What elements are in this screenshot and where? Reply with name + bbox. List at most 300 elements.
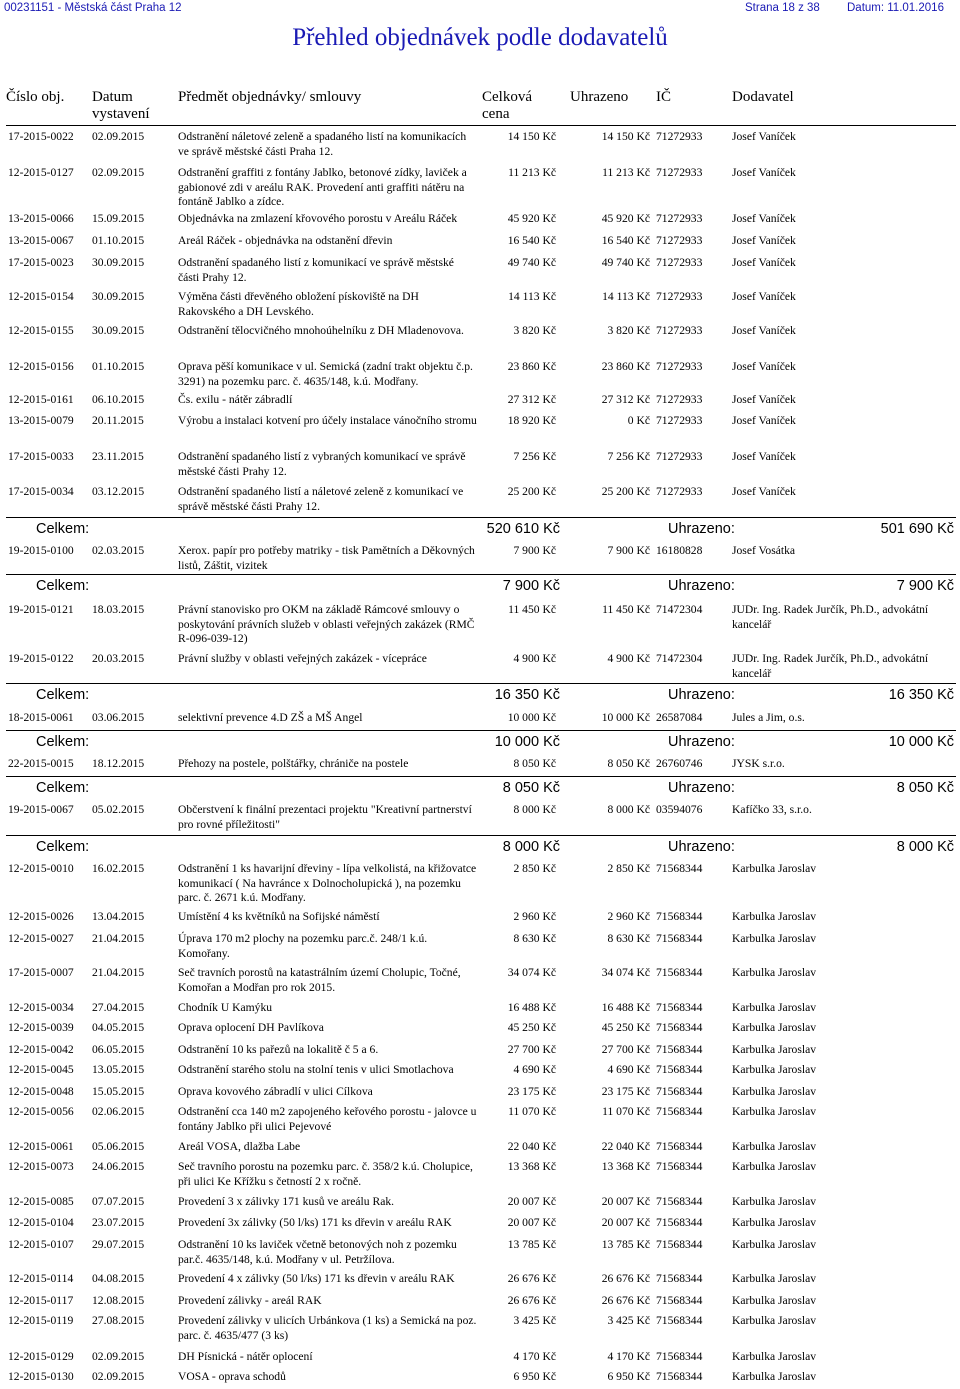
cell-num: 12-2015-0154 [8, 290, 74, 303]
cell-supplier: Karbulka Jaroslav [732, 1350, 817, 1363]
cell-subject: Odstranění spadaného listí a náletové zeleně z komunikací ve správě městské části Prahy 12. [178, 485, 464, 513]
cell-ico: 26587084 [656, 711, 703, 724]
summary-rule [6, 835, 956, 836]
cell-total: 11 450 Kč [508, 603, 556, 616]
cell-paid: 34 074 Kč [601, 966, 650, 979]
summary-total: 520 610 Kč [486, 521, 560, 537]
cell-supplier: Karbulka Jaroslav [732, 1001, 817, 1014]
summary-label: Celkem: [36, 780, 90, 796]
summary-paid-label: Uhrazeno: [668, 578, 735, 594]
cell-ico: 03594076 [656, 803, 703, 816]
cell-total: 18 920 Kč [507, 414, 556, 427]
cell-paid: 25 200 Kč [601, 485, 650, 498]
summary-rule [6, 683, 956, 684]
cell-total: 14 150 Kč [507, 130, 556, 143]
cell-date: 02.09.2015 [92, 130, 145, 143]
cell-subject: Xerox. papír pro potřeby matriky - tisk Pamětních a Děkovných listů, Záštit, vizitek [178, 544, 475, 572]
cell-total: 6 950 Kč [513, 1370, 556, 1383]
cell-paid: 7 900 Kč [607, 544, 650, 557]
cell-num: 19-2015-0121 [8, 603, 74, 616]
cell-total: 20 007 Kč [507, 1195, 556, 1208]
cell-date: 02.09.2015 [92, 1370, 145, 1383]
cell-subject: Právní služby v oblasti veřejných zakázek - vícepráce [178, 652, 427, 665]
cell-subject: Výrobu a instalaci kotvení pro účely instalace vánočního stromu [178, 414, 477, 427]
cell-supplier: Karbulka Jaroslav [732, 1021, 817, 1034]
cell-subject: Areál Ráček - objednávka na odstanění dřevin [178, 234, 393, 247]
cell-num: 17-2015-0023 [8, 256, 74, 269]
cell-total: 8 050 Kč [513, 757, 556, 770]
cell-date: 16.02.2015 [92, 862, 145, 875]
cell-ico: 71272933 [656, 256, 703, 269]
cell-supplier: Karbulka Jaroslav [732, 1085, 817, 1098]
cell-paid: 45 250 Kč [601, 1021, 650, 1034]
cell-paid: 22 040 Kč [601, 1140, 650, 1153]
cell-subject: Výměna části dřevěného obložení pískoviště na DH Rakovského a DH Levského. [178, 290, 419, 318]
summary-paid: 7 900 Kč [896, 578, 954, 594]
cell-ico: 71272933 [656, 485, 703, 498]
cell-subject: DH Písnická - nátěr oplocení [178, 1350, 313, 1363]
cell-paid: 20 007 Kč [601, 1216, 650, 1229]
cell-num: 18-2015-0061 [8, 711, 74, 724]
cell-paid: 49 740 Kč [601, 256, 650, 269]
cell-subject: Chodník U Kamýku [178, 1001, 273, 1014]
summary-label: Celkem: [36, 734, 90, 750]
cell-num: 12-2015-0061 [8, 1140, 74, 1153]
cell-supplier: Karbulka Jaroslav [732, 932, 817, 945]
cell-total: 8 000 Kč [513, 803, 556, 816]
cell-supplier: Josef Vaníček [732, 414, 796, 427]
cell-date: 21.04.2015 [92, 932, 145, 945]
cell-date: 18.12.2015 [92, 757, 145, 770]
cell-supplier: Karbulka Jaroslav [732, 1105, 817, 1118]
cell-total: 26 676 Kč [507, 1272, 556, 1285]
cell-total: 11 213 Kč [508, 166, 556, 179]
cell-ico: 71568344 [656, 1294, 703, 1307]
cell-total: 10 000 Kč [507, 711, 556, 724]
summary-label: Celkem: [36, 521, 90, 537]
cell-paid: 8 050 Kč [607, 757, 650, 770]
cell-date: 04.05.2015 [92, 1021, 145, 1034]
cell-total: 2 850 Kč [513, 862, 556, 875]
cell-num: 13-2015-0079 [8, 414, 74, 427]
cell-paid: 14 150 Kč [601, 130, 650, 143]
cell-supplier: Josef Vaníček [732, 212, 796, 225]
cell-date: 04.08.2015 [92, 1272, 145, 1285]
cell-num: 12-2015-0114 [8, 1272, 74, 1285]
cell-ico: 71568344 [656, 1001, 703, 1014]
cell-supplier: JUDr. Ing. Radek Jurčík, Ph.D., advokátní kancelář [732, 603, 929, 631]
cell-num: 12-2015-0027 [8, 932, 74, 945]
cell-paid: 23 175 Kč [601, 1085, 650, 1098]
cell-total: 26 676 Kč [507, 1294, 556, 1307]
cell-subject: Odstranění spadaného listí z vybraných komunikací ve správě městské části Prahy 12. [178, 450, 466, 478]
cell-ico: 71568344 [656, 1043, 703, 1056]
cell-total: 13 785 Kč [507, 1238, 556, 1251]
cell-date: 27.08.2015 [92, 1314, 145, 1327]
cell-paid: 2 850 Kč [607, 862, 650, 875]
cell-ico: 71272933 [656, 393, 703, 406]
cell-num: 12-2015-0107 [8, 1238, 74, 1251]
cell-paid: 23 860 Kč [601, 360, 650, 373]
summary-paid-label: Uhrazeno: [668, 839, 735, 855]
cell-ico: 71568344 [656, 1105, 703, 1118]
cell-total: 27 700 Kč [507, 1043, 556, 1056]
cell-paid: 27 312 Kč [601, 393, 650, 406]
summary-label: Celkem: [36, 839, 90, 855]
cell-subject: Seč travních porostů na katastrálním území Cholupic, Točné, Komořan a Modřan pro rok 2015. [178, 966, 461, 994]
cell-date: 02.09.2015 [92, 166, 145, 179]
cell-total: 14 113 Kč [508, 290, 556, 303]
cell-total: 25 200 Kč [507, 485, 556, 498]
cell-supplier: Karbulka Jaroslav [732, 1216, 817, 1229]
cell-num: 12-2015-0034 [8, 1001, 74, 1014]
cell-ico: 71272933 [656, 360, 703, 373]
cell-ico: 71568344 [656, 1195, 703, 1208]
cell-ico: 71272933 [656, 414, 703, 427]
cell-supplier: Karbulka Jaroslav [732, 1195, 817, 1208]
summary-paid: 8 000 Kč [896, 839, 954, 855]
cell-ico: 71568344 [656, 1238, 703, 1251]
col-paid-header: Uhrazeno [570, 89, 629, 105]
cell-paid: 11 450 Kč [602, 603, 650, 616]
cell-paid: 14 113 Kč [602, 290, 650, 303]
cell-total: 7 256 Kč [513, 450, 556, 463]
cell-subject: Odstranění náletové zeleně a spadaného listí na komunikacích ve správě městské části Praha 12. [178, 130, 467, 158]
cell-date: 15.09.2015 [92, 212, 145, 225]
cell-num: 12-2015-0010 [8, 862, 74, 875]
cell-num: 12-2015-0073 [8, 1160, 74, 1173]
cell-paid: 13 368 Kč [601, 1160, 650, 1173]
cell-total: 11 070 Kč [508, 1105, 556, 1118]
cell-subject: Přehozy na postele, polštářky, chrániče na postele [178, 757, 409, 770]
cell-date: 03.12.2015 [92, 485, 145, 498]
cell-supplier: Karbulka Jaroslav [732, 1370, 817, 1383]
cell-subject: Oprava kovového zábradlí v ulici Cílkova [178, 1085, 373, 1098]
cell-ico: 71568344 [656, 1314, 703, 1327]
cell-date: 01.10.2015 [92, 234, 145, 247]
cell-ico: 71272933 [656, 130, 703, 143]
summary-paid-label: Uhrazeno: [668, 780, 735, 796]
cell-total: 22 040 Kč [507, 1140, 556, 1153]
summary-rule [6, 730, 956, 731]
cell-num: 12-2015-0155 [8, 324, 74, 337]
summary-paid: 10 000 Kč [888, 734, 954, 750]
cell-supplier: JUDr. Ing. Radek Jurčík, Ph.D., advokátní kancelář [732, 652, 929, 680]
cell-paid: 3 820 Kč [607, 324, 650, 337]
cell-total: 8 630 Kč [513, 932, 556, 945]
summary-total: 8 050 Kč [502, 780, 560, 796]
cell-paid: 8 630 Kč [607, 932, 650, 945]
cell-supplier: Josef Vosátka [732, 544, 796, 557]
cell-subject: Úprava 170 m2 plochy na pozemku parc.č. 248/1 k.ú. Komořany. [178, 932, 428, 960]
cell-paid: 4 170 Kč [607, 1350, 650, 1363]
cell-subject: Čs. exilu - nátěr zábradlí [178, 393, 293, 406]
cell-subject: Seč travního porostu na pozemku parc. č. 358/2 k.ú. Cholupice, při ulici Ke Křížku s četností 2 x ročně. [178, 1160, 473, 1188]
cell-total: 20 007 Kč [507, 1216, 556, 1229]
cell-supplier: Josef Vaníček [732, 130, 796, 143]
cell-subject: Oprava pěší komunikace v ul. Semická (zadní trakt objektu č.p. 3291) na pozemku parc. č. 4635/148, k.ú. Modřany. [178, 360, 473, 388]
cell-total: 16 540 Kč [507, 234, 556, 247]
cell-paid: 11 070 Kč [602, 1105, 650, 1118]
cell-num: 13-2015-0067 [8, 234, 74, 247]
cell-subject: Oprava oplocení DH Pavlíkova [178, 1021, 324, 1034]
cell-num: 12-2015-0127 [8, 166, 74, 179]
cell-ico: 16180828 [656, 544, 703, 557]
cell-date: 03.06.2015 [92, 711, 145, 724]
cell-subject: Areál VOSA, dlažba Labe [178, 1140, 301, 1153]
cell-num: 12-2015-0048 [8, 1085, 74, 1098]
cell-paid: 27 700 Kč [601, 1043, 650, 1056]
cell-supplier: Josef Vaníček [732, 393, 796, 406]
cell-ico: 71568344 [656, 910, 703, 923]
cell-date: 30.09.2015 [92, 290, 145, 303]
cell-num: 19-2015-0122 [8, 652, 74, 665]
cell-num: 12-2015-0119 [8, 1314, 74, 1327]
cell-num: 12-2015-0085 [8, 1195, 74, 1208]
cell-ico: 71472304 [656, 603, 703, 616]
cell-paid: 11 213 Kč [602, 166, 650, 179]
cell-paid: 4 900 Kč [607, 652, 650, 665]
cell-paid: 0 Kč [627, 414, 650, 427]
cell-subject: Odstranění tělocvičného mnohoúhelníku z DH Mladenovova. [178, 324, 464, 337]
summary-rule [6, 574, 956, 575]
cell-ico: 71568344 [656, 1160, 703, 1173]
summary-total: 10 000 Kč [494, 734, 560, 750]
cell-ico: 71272933 [656, 212, 703, 225]
cell-subject: Objednávka na zmlazení křovového porostu v Areálu Ráček [178, 212, 458, 225]
cell-subject: Provedení 3x zálivky (50 l/ks) 171 ks dřevin v areálu RAK [178, 1216, 452, 1229]
cell-total: 49 740 Kč [507, 256, 556, 269]
cell-paid: 8 000 Kč [607, 803, 650, 816]
cell-date: 12.08.2015 [92, 1294, 145, 1307]
cell-total: 13 368 Kč [507, 1160, 556, 1173]
cell-ico: 26760746 [656, 757, 703, 770]
report-title: Přehled objednávek podle dodavatelů [292, 24, 668, 51]
cell-subject: Umístění 4 ks květníků na Sofijské náměstí [178, 910, 380, 923]
cell-date: 23.07.2015 [92, 1216, 145, 1229]
summary-rule [6, 517, 956, 518]
col-supplier-header: Dodavatel [732, 89, 794, 105]
cell-supplier: Josef Vaníček [732, 485, 796, 498]
cell-supplier: Josef Vaníček [732, 324, 796, 337]
cell-paid: 7 256 Kč [607, 450, 650, 463]
cell-supplier: JYSK s.r.o. [732, 757, 785, 770]
cell-num: 12-2015-0104 [8, 1216, 74, 1229]
cell-total: 4 900 Kč [513, 652, 556, 665]
cell-subject: Odstranění 1 ks havarijní dřeviny - lípa velkolistá, na křižovatce komunikací ( Na havránce x Dolnocholupická ), na pozemku parc. č. 2671 k.ú. Modřany. [178, 862, 477, 904]
cell-supplier: Josef Vaníček [732, 290, 796, 303]
cell-subject: Odstranění starého stolu na stolní tenis v ulici Smotlachova [178, 1063, 454, 1076]
cell-num: 19-2015-0067 [8, 803, 74, 816]
cell-ico: 71568344 [656, 1021, 703, 1034]
summary-total: 16 350 Kč [494, 687, 560, 703]
cell-paid: 16 488 Kč [601, 1001, 650, 1014]
cell-date: 20.03.2015 [92, 652, 145, 665]
cell-supplier: Karbulka Jaroslav [732, 1238, 817, 1251]
cell-ico: 71568344 [656, 1370, 703, 1383]
cell-paid: 26 676 Kč [601, 1272, 650, 1285]
cell-ico: 71568344 [656, 1216, 703, 1229]
cell-date: 13.04.2015 [92, 910, 145, 923]
cell-total: 3 820 Kč [513, 324, 556, 337]
cell-supplier: Josef Vaníček [732, 360, 796, 373]
summary-total: 7 900 Kč [502, 578, 560, 594]
cell-supplier: Karbulka Jaroslav [732, 1272, 817, 1285]
cell-date: 02.03.2015 [92, 544, 145, 557]
cell-ico: 71472304 [656, 652, 703, 665]
cell-paid: 4 690 Kč [607, 1063, 650, 1076]
cell-date: 01.10.2015 [92, 360, 145, 373]
cell-ico: 71568344 [656, 1350, 703, 1363]
report-date: Datum: 11.01.2016 [847, 2, 944, 14]
col-date-header-2: vystavení [92, 106, 150, 122]
cell-num: 12-2015-0117 [8, 1294, 74, 1307]
col-subject-header: Předmět objednávky/ smlouvy [178, 89, 362, 105]
cell-num: 12-2015-0156 [8, 360, 74, 373]
cell-num: 13-2015-0066 [8, 212, 74, 225]
cell-subject: Provedení 3 x zálivky 171 kusů ve areálu Rak. [178, 1195, 395, 1208]
summary-paid-label: Uhrazeno: [668, 734, 735, 750]
cell-supplier: Karbulka Jaroslav [732, 1140, 817, 1153]
cell-date: 06.05.2015 [92, 1043, 145, 1056]
cell-num: 12-2015-0129 [8, 1350, 74, 1363]
cell-supplier: Josef Vaníček [732, 234, 796, 247]
cell-paid: 10 000 Kč [601, 711, 650, 724]
cell-date: 18.03.2015 [92, 603, 145, 616]
cell-subject: Provedení zálivky v ulicích Urbánkova (1 ks) a Semická na poz. parc. č. 4635/477 (3 ks) [178, 1314, 477, 1342]
cell-supplier: Karbulka Jaroslav [732, 1314, 817, 1327]
cell-total: 4 170 Kč [513, 1350, 556, 1363]
cell-num: 12-2015-0026 [8, 910, 74, 923]
summary-paid: 16 350 Kč [888, 687, 954, 703]
cell-num: 12-2015-0130 [8, 1370, 74, 1383]
cell-date: 05.06.2015 [92, 1140, 145, 1153]
cell-date: 02.09.2015 [92, 1350, 145, 1363]
cell-supplier: Karbulka Jaroslav [732, 1043, 817, 1056]
cell-subject: Provedení zálivky - areál RAK [178, 1294, 322, 1307]
cell-num: 12-2015-0161 [8, 393, 74, 406]
cell-date: 30.09.2015 [92, 256, 145, 269]
cell-num: 17-2015-0007 [8, 966, 74, 979]
cell-ico: 71568344 [656, 1140, 703, 1153]
cell-total: 45 250 Kč [507, 1021, 556, 1034]
cell-date: 20.11.2015 [92, 414, 144, 427]
cell-date: 07.07.2015 [92, 1195, 145, 1208]
summary-label: Celkem: [36, 578, 90, 594]
cell-total: 45 920 Kč [507, 212, 556, 225]
cell-ico: 71272933 [656, 450, 703, 463]
cell-subject: Právní stanovisko pro OKM na základě Rámcové smlouvy o poskytování právních služeb v oblasti veřejných zakázek (RMČ R-096-039-12) [178, 603, 475, 645]
cell-ico: 71272933 [656, 324, 703, 337]
cell-total: 2 960 Kč [513, 910, 556, 923]
col-ico-header: IČ [656, 89, 671, 105]
cell-subject: Občerstvení k finální prezentaci projektu "Kreativní partnerství pro rovné příležitosti" [178, 803, 472, 831]
cell-ico: 71272933 [656, 166, 703, 179]
cell-total: 27 312 Kč [507, 393, 556, 406]
summary-paid: 501 690 Kč [880, 521, 954, 537]
cell-subject: Odstranění graffiti z fontány Jablko, betonové zídky, laviček a gabionové zdi v areálu RAK. Provedení anti graffiti nátěru na fontáně Jablko a zídce. [178, 166, 467, 208]
cell-date: 06.10.2015 [92, 393, 145, 406]
cell-ico: 71568344 [656, 1272, 703, 1285]
cell-paid: 2 960 Kč [607, 910, 650, 923]
cell-ico: 71568344 [656, 966, 703, 979]
summary-paid-label: Uhrazeno: [668, 521, 735, 537]
cell-ico: 71272933 [656, 290, 703, 303]
cell-supplier: Karbulka Jaroslav [732, 1160, 817, 1173]
cell-subject: VOSA - oprava schodů [178, 1370, 286, 1383]
cell-ico: 71568344 [656, 932, 703, 945]
summary-paid-label: Uhrazeno: [668, 687, 735, 703]
cell-num: 12-2015-0056 [8, 1105, 74, 1118]
cell-paid: 45 920 Kč [601, 212, 650, 225]
cell-total: 3 425 Kč [513, 1314, 556, 1327]
col-date-header-1: Datum [92, 89, 133, 105]
cell-num: 17-2015-0034 [8, 485, 74, 498]
cell-supplier: Josef Vaníček [732, 256, 796, 269]
cell-supplier: Karbulka Jaroslav [732, 910, 817, 923]
cell-total: 23 175 Kč [507, 1085, 556, 1098]
cell-supplier: Karbulka Jaroslav [732, 862, 817, 875]
cell-total: 34 074 Kč [507, 966, 556, 979]
cell-date: 24.06.2015 [92, 1160, 145, 1173]
organization-label: 00231151 - Městská část Praha 12 [4, 2, 182, 14]
cell-num: 12-2015-0042 [8, 1043, 74, 1056]
cell-ico: 71272933 [656, 234, 703, 247]
cell-supplier: Kafíčko 33, s.r.o. [732, 803, 812, 816]
cell-supplier: Karbulka Jaroslav [732, 1294, 817, 1307]
cell-supplier: Karbulka Jaroslav [732, 966, 817, 979]
cell-paid: 16 540 Kč [601, 234, 650, 247]
cell-paid: 3 425 Kč [607, 1314, 650, 1327]
cell-paid: 6 950 Kč [607, 1370, 650, 1383]
cell-num: 22-2015-0015 [8, 757, 74, 770]
cell-num: 12-2015-0039 [8, 1021, 74, 1034]
cell-paid: 26 676 Kč [601, 1294, 650, 1307]
cell-subject: Provedení 4 x zálivky (50 l/ks) 171 ks dřevin v areálu RAK [178, 1272, 455, 1285]
cell-ico: 71568344 [656, 1085, 703, 1098]
cell-paid: 13 785 Kč [601, 1238, 650, 1251]
cell-date: 02.06.2015 [92, 1105, 145, 1118]
cell-subject: Odstranění 10 ks pařezů na lokalitě č 5 a 6. [178, 1043, 379, 1056]
cell-num: 17-2015-0033 [8, 450, 74, 463]
cell-subject: Odstranění cca 140 m2 zapojeného keřového porostu - jalovce u fontány Jablko při ulici Pejevové [178, 1105, 477, 1133]
cell-date: 13.05.2015 [92, 1063, 145, 1076]
cell-total: 23 860 Kč [507, 360, 556, 373]
summary-total: 8 000 Kč [502, 839, 560, 855]
col-num-header: Číslo obj. [6, 89, 65, 105]
cell-date: 05.02.2015 [92, 803, 145, 816]
summary-rule [6, 776, 956, 777]
cell-num: 12-2015-0045 [8, 1063, 74, 1076]
cell-num: 19-2015-0100 [8, 544, 74, 557]
cell-total: 4 690 Kč [513, 1063, 556, 1076]
cell-date: 30.09.2015 [92, 324, 145, 337]
cell-ico: 71568344 [656, 1063, 703, 1076]
col-total-header-1: Celková [482, 89, 532, 105]
cell-subject: Odstranění spadaného listí z komunikací ve správě městské části Prahy 12. [178, 256, 454, 284]
cell-supplier: Josef Vaníček [732, 166, 796, 179]
cell-subject: selektivní prevence 4.D ZŠ a MŠ Angel [178, 711, 363, 724]
cell-supplier: Josef Vaníček [732, 450, 796, 463]
cell-total: 16 488 Kč [507, 1001, 556, 1014]
cell-date: 23.11.2015 [92, 450, 144, 463]
cell-total: 7 900 Kč [513, 544, 556, 557]
cell-date: 27.04.2015 [92, 1001, 145, 1014]
cell-supplier: Jules a Jim, o.s. [732, 711, 805, 724]
cell-num: 17-2015-0022 [8, 130, 74, 143]
cell-subject: Odstranění 10 ks laviček včetně betonových noh z pozemku par.č. 4635/148, k.ú. Modřany v ul. Petržílova. [178, 1238, 457, 1266]
col-total-header-2: cena [482, 106, 510, 122]
